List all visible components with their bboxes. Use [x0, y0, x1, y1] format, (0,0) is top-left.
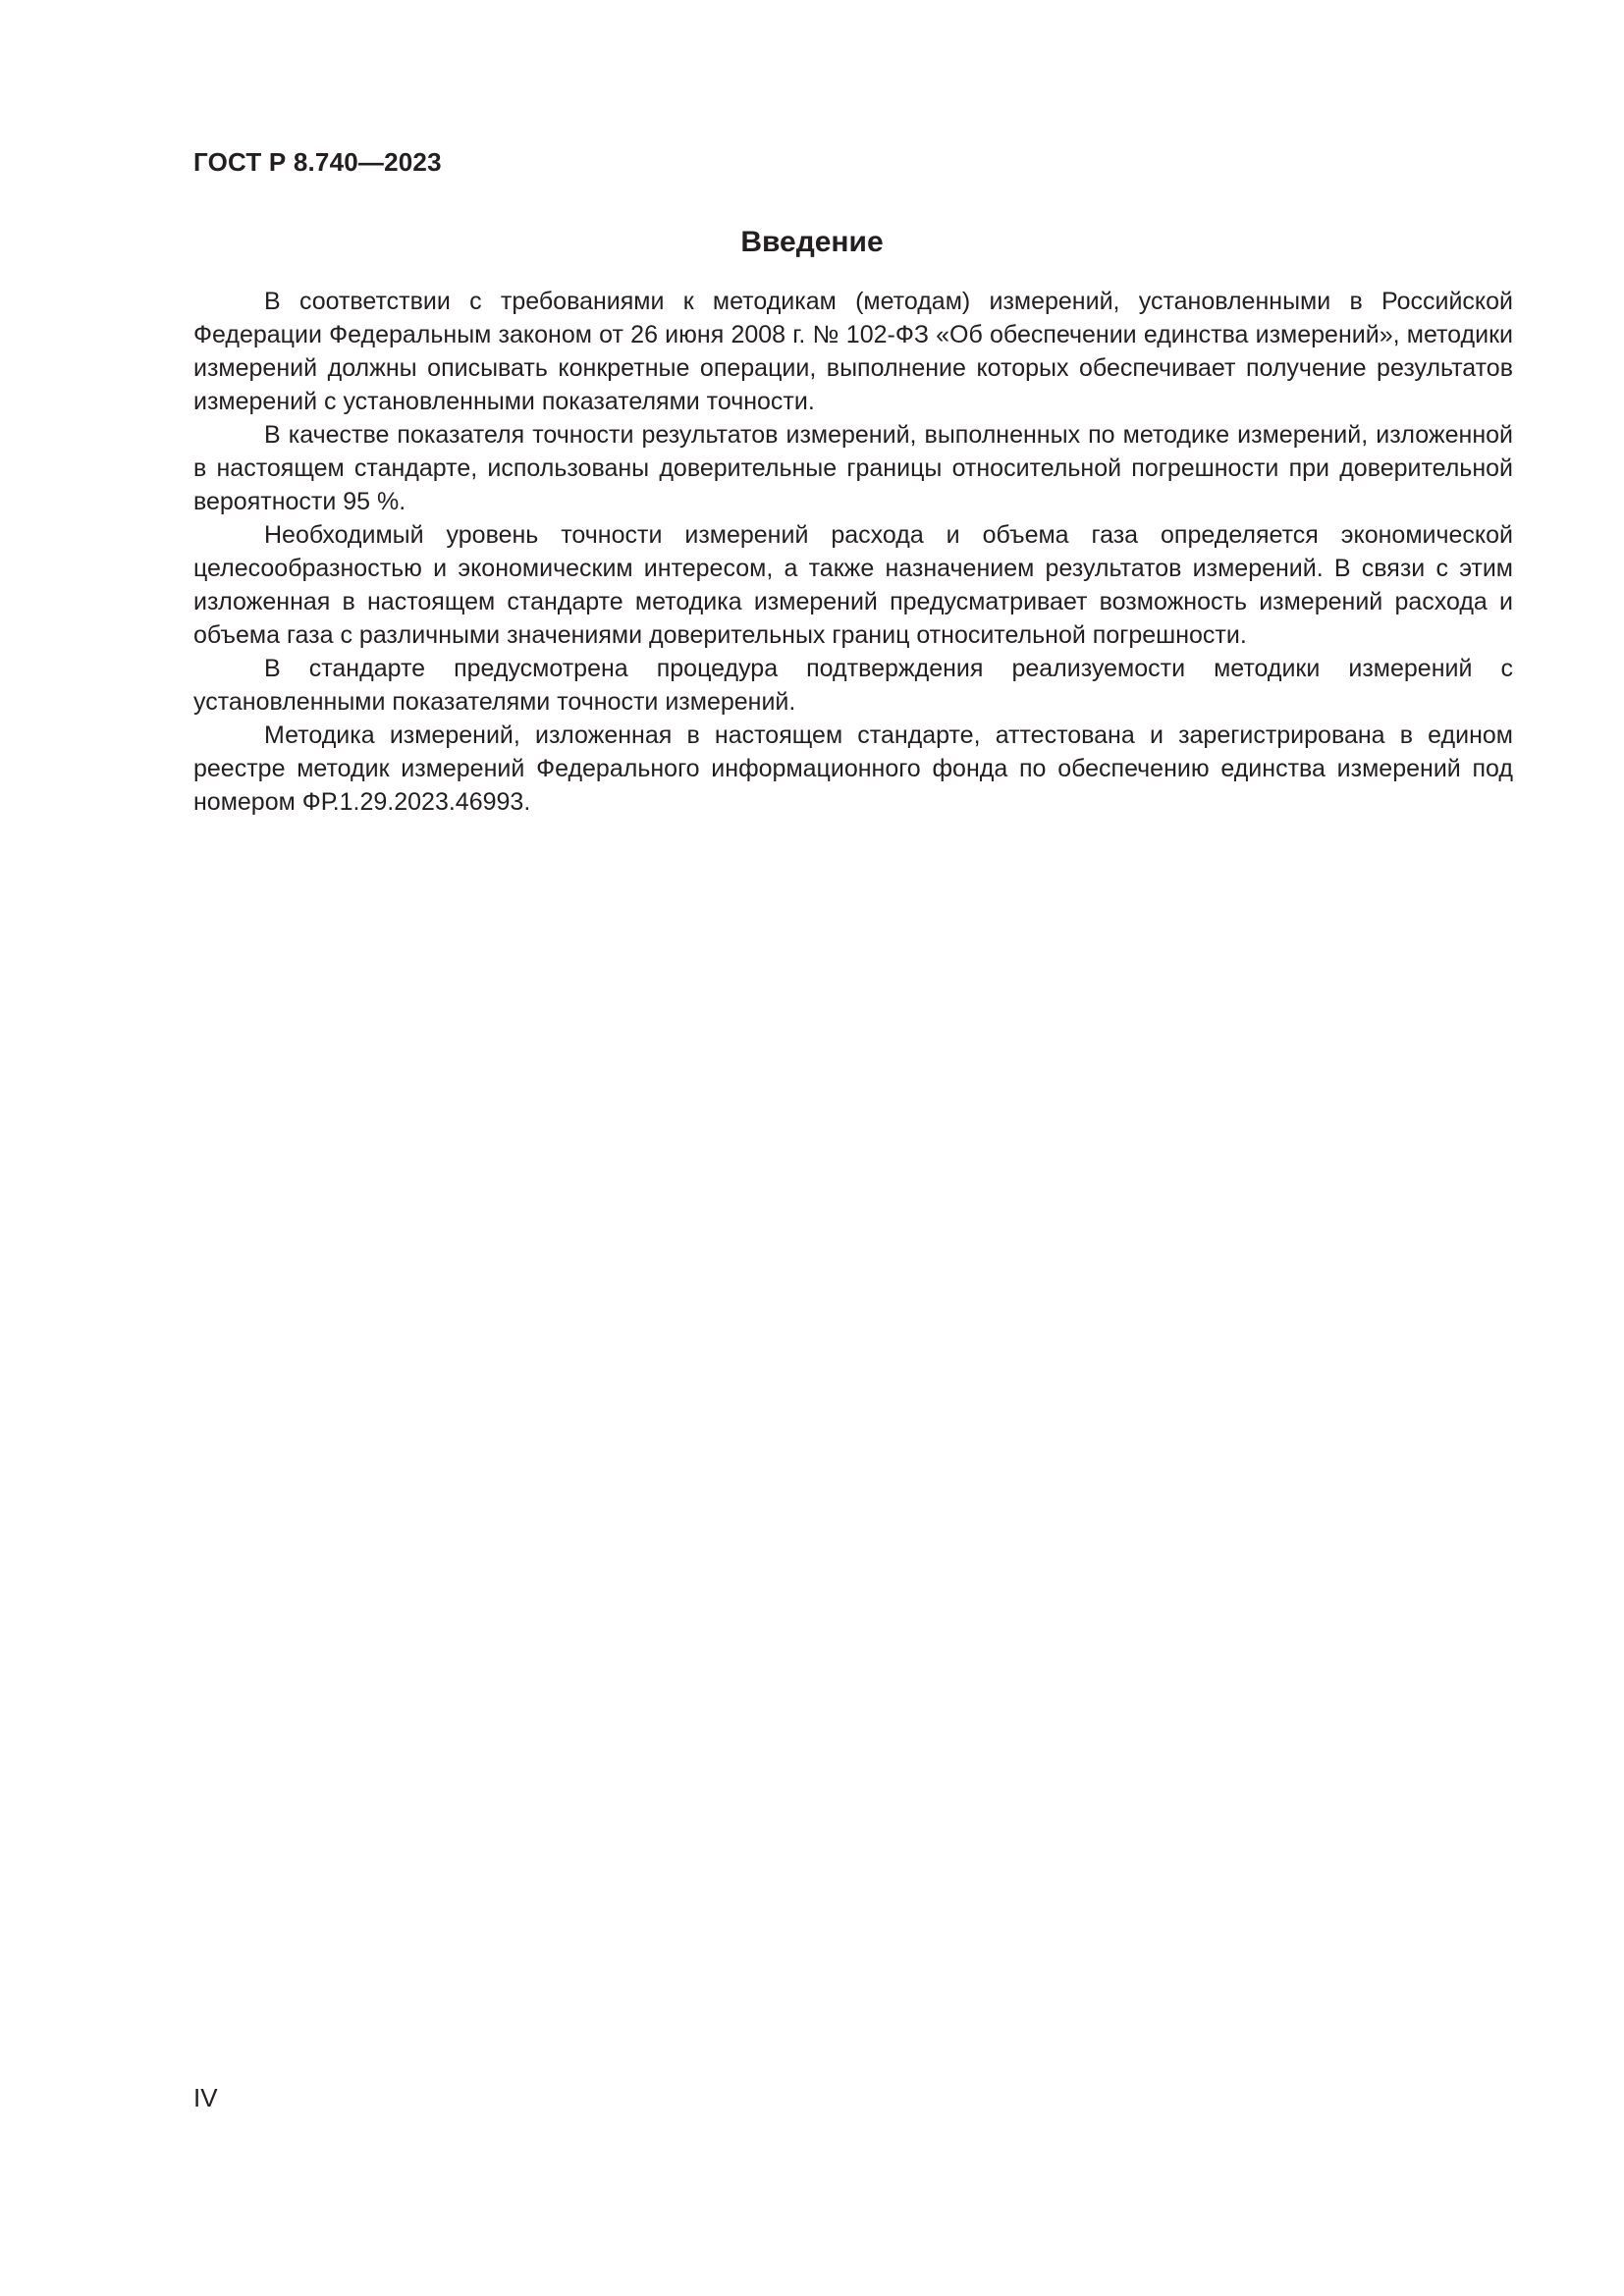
- paragraph: В стандарте предусмотрена процедура подтверждения реализуемости методики измерений с установленными показателями точности измерений.: [193, 655, 1513, 716]
- paragraph: Необходимый уровень точности измерений расхода и объема газа определяется экономической целесообразностью и экономическим интересом, а также назначением результатов измерений. В связи с этим изложенная в настоящем стандарте методика измерений предусматривает возможность измерений расхода и объема газа с различными значениями доверительных границ относительной погрешности.: [193, 521, 1513, 649]
- section-title: Введение: [740, 226, 884, 258]
- document-code: ГОСТ Р 8.740—2023: [193, 147, 442, 177]
- paragraph: В качестве показателя точности результатов измерений, выполненных по методике измерений, изложенной в настоящем стандарте, использованы доверительные границы относительной погрешности при доверительной вероятности 95 %.: [193, 421, 1513, 515]
- paragraph: В соответствии с требованиями к методикам (методам) измерений, установленными в Российской Федерации Федеральным законом от 26 июня 2008 г. № 102-ФЗ «Об обеспечении единства измерений», методики измерений должны описывать конкретные операции, выполнение которых обеспечивает получение результатов измерений с установленными показателями точности.: [193, 288, 1513, 415]
- page-number: IV: [193, 2083, 218, 2112]
- introduction-body: [193, 285, 1513, 819]
- paragraph: Методика измерений, изложенная в настоящем стандарте, аттестована и зарегистрирована в едином реестре методик измерений Федерального информационного фонда по обеспечению единства измерений под номером ФР.1.29.2023.46993.: [193, 721, 1513, 816]
